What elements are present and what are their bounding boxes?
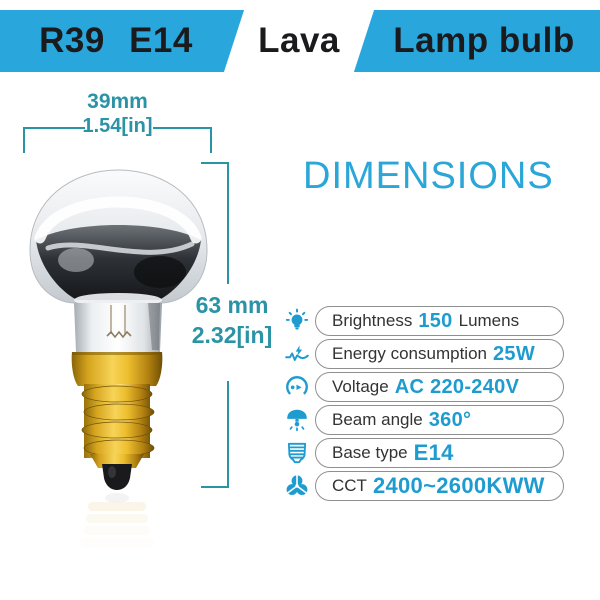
spec-pill bbox=[315, 372, 564, 402]
product-type: Lava bbox=[258, 21, 340, 60]
spec-label: CCT bbox=[332, 476, 367, 495]
spec-row-energy bbox=[283, 340, 564, 368]
spec-row-brightness bbox=[283, 307, 564, 335]
spec-value: AC 220-240V bbox=[394, 375, 520, 398]
spec-list bbox=[283, 307, 564, 505]
cct-icon bbox=[283, 473, 310, 500]
height-bracket-leg-top bbox=[201, 162, 229, 164]
spec-label: Base type bbox=[332, 443, 408, 462]
height-bracket-line-lower bbox=[227, 381, 229, 488]
spec-value: 150 bbox=[418, 309, 453, 332]
brightness-icon bbox=[283, 308, 310, 335]
product-name: Lamp bulb bbox=[393, 21, 575, 60]
spec-pill bbox=[315, 471, 564, 501]
spec-value: 360° bbox=[428, 408, 472, 431]
height-bracket-line-upper bbox=[227, 162, 229, 284]
spec-row-base-type bbox=[283, 439, 564, 467]
spec-row-cct bbox=[283, 472, 564, 500]
dimensions-title: DIMENSIONS bbox=[303, 155, 554, 197]
spec-pill bbox=[315, 438, 564, 468]
width-mm-label: 39mm bbox=[87, 90, 148, 113]
spec-pill bbox=[315, 405, 564, 435]
spec-label: Beam angle bbox=[332, 410, 423, 429]
height-bracket-leg-bottom bbox=[201, 486, 229, 488]
spec-pill bbox=[315, 306, 564, 336]
spec-value: 25W bbox=[492, 342, 536, 365]
spec-label: Voltage bbox=[332, 377, 389, 396]
bulb-photo bbox=[10, 150, 250, 560]
spec-row-voltage bbox=[283, 373, 564, 401]
spec-label: Brightness bbox=[332, 311, 413, 330]
energy-icon bbox=[283, 341, 310, 368]
width-bracket-tick-right bbox=[210, 127, 212, 153]
width-bracket-tick-left bbox=[23, 127, 25, 153]
spec-pill bbox=[315, 339, 564, 369]
voltage-icon bbox=[283, 374, 310, 401]
model-code: R39 E14 bbox=[39, 21, 193, 60]
width-in-label: 1.54[in] bbox=[82, 115, 153, 137]
beam-angle-icon bbox=[283, 407, 310, 434]
spec-value: E14 bbox=[413, 440, 454, 465]
spec-row-beam-angle bbox=[283, 406, 564, 434]
height-mm-label: 63 mm bbox=[195, 292, 269, 318]
base-type-icon bbox=[283, 440, 310, 467]
spec-suffix: Lumens bbox=[458, 311, 520, 330]
height-in-label: 2.32[in] bbox=[191, 322, 273, 348]
spec-label: Energy consumption bbox=[332, 344, 487, 363]
spec-value: 2400~2600KWW bbox=[372, 473, 545, 498]
